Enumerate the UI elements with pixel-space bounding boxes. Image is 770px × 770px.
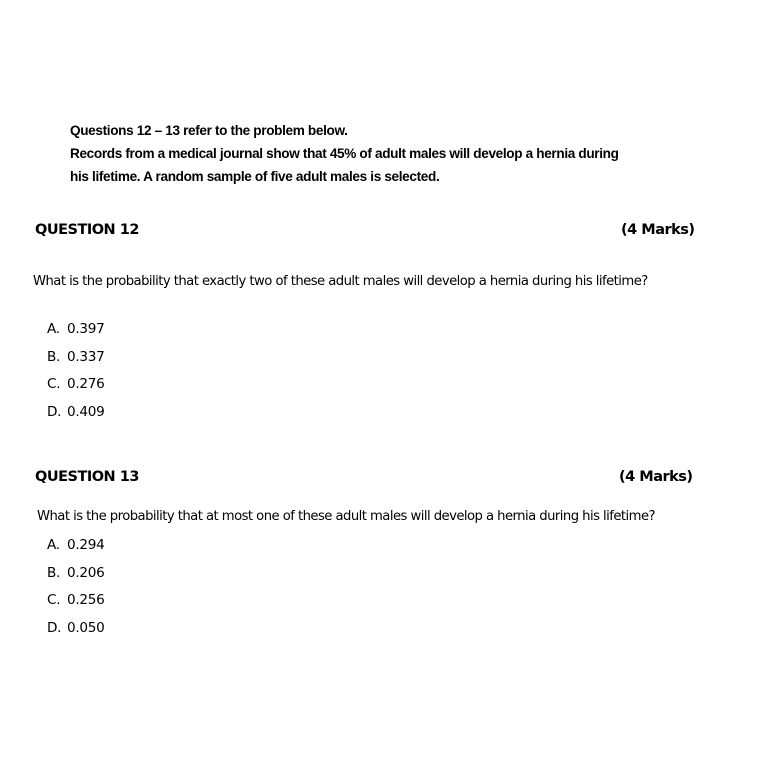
intro-line-3: his lifetime. A random sample of five adult males is selected. <box>70 169 440 184</box>
question-13-option-b <box>47 563 104 591</box>
question-12-title: QUESTION 12 <box>35 222 139 238</box>
option-letter: A. <box>47 537 60 553</box>
question-13-options <box>47 535 104 645</box>
question-12-option-a <box>47 319 104 347</box>
option-letter: A. <box>47 321 60 337</box>
problem-intro <box>70 119 690 188</box>
question-12-option-d <box>47 402 104 430</box>
option-value: 0.206 <box>67 564 105 581</box>
question-12-option-b <box>47 347 104 375</box>
option-value: 0.050 <box>67 619 105 636</box>
option-letter: C. <box>47 592 61 608</box>
question-12-options <box>47 319 104 429</box>
question-13-option-a <box>47 535 104 563</box>
option-letter: B. <box>47 348 61 365</box>
option-letter: B. <box>47 564 61 581</box>
question-13-marks: (4 Marks) <box>619 469 693 485</box>
question-13-text: What is the probability that at most one of these adult males will develop a hernia during his lifetime? <box>37 509 655 524</box>
question-12-option-c <box>47 374 104 402</box>
option-letter: D. <box>47 403 62 420</box>
question-13-title: QUESTION 13 <box>35 469 139 485</box>
option-value: 0.337 <box>67 348 105 365</box>
option-value: 0.294 <box>67 537 105 553</box>
question-12-marks: (4 Marks) <box>621 222 695 238</box>
intro-line-2: Records from a medical journal show that 45% of adult males will develop a hernia during <box>70 146 619 161</box>
option-letter: C. <box>47 376 61 392</box>
option-value: 0.276 <box>67 376 105 392</box>
question-13-option-c <box>47 590 104 618</box>
option-value: 0.397 <box>67 321 105 337</box>
intro-line-1: Questions 12 – 13 refer to the problem below. <box>70 123 348 138</box>
option-letter: D. <box>47 619 62 636</box>
option-value: 0.256 <box>67 592 105 608</box>
question-13-option-d <box>47 618 104 646</box>
question-12-text: What is the probability that exactly two of these adult males will develop a hernia during his lifetime? <box>33 274 648 289</box>
option-value: 0.409 <box>67 403 105 420</box>
